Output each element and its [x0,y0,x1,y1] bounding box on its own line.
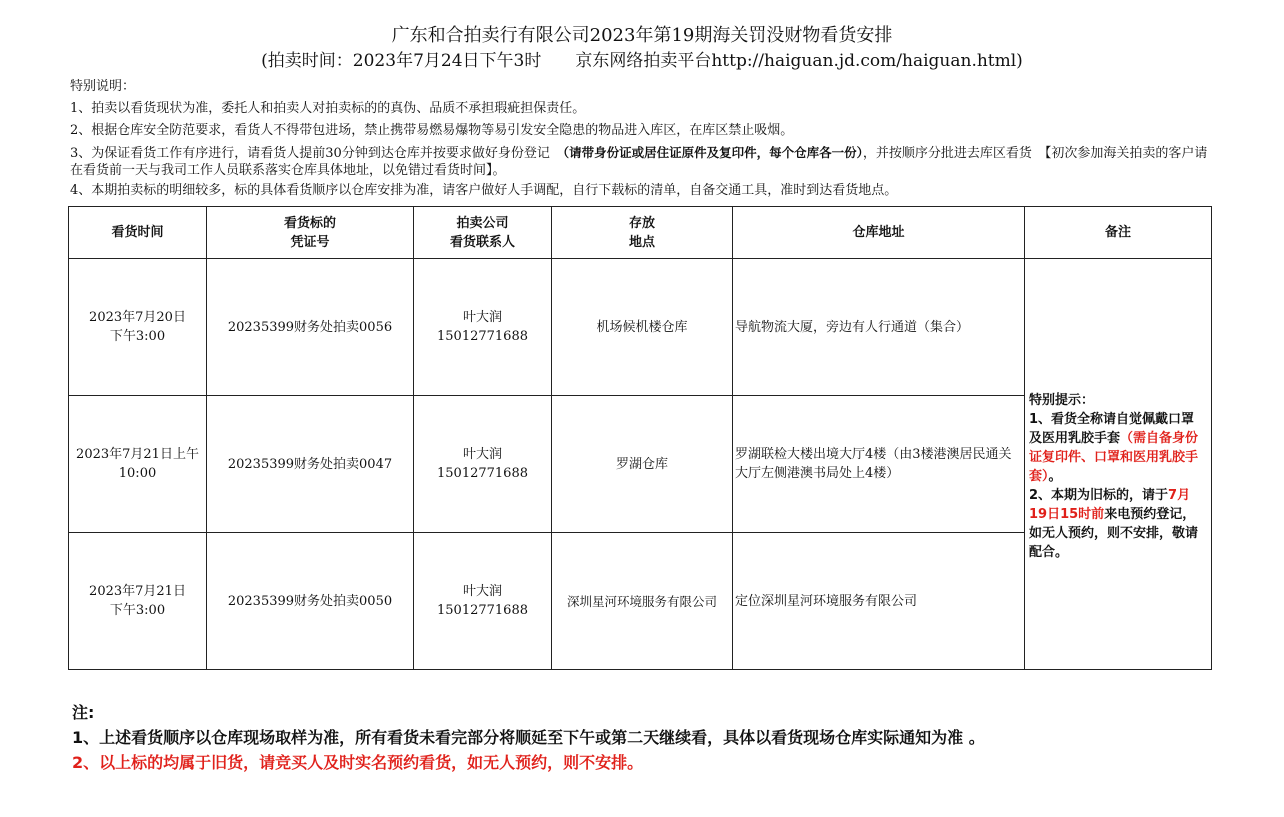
note-item-3 [70,144,1220,179]
remark-point-2-end: 来电预约登记，如无人预约，则不安排，敬请配合。 [1029,506,1199,560]
cell-voucher: 20235399财务处拍卖0050 [207,533,414,670]
viewing-schedule-table [68,206,1212,670]
cell-contact [414,396,552,533]
note-item-3-continued: ，并按顺序分批进去库区看货 【初次参加海关拍卖的客户请在看货前一天与我司工作人员联系落实仓库具体地址，以免错过看货时间】。 [70,146,1208,178]
cell-address: 定位深圳星河环境服务有限公司 [733,533,1025,670]
cell-address: 罗湖联检大楼出境大厅4楼（由3楼港澳居民通关大厅左侧港澳书局处上4楼） [733,396,1025,533]
header-contact-line1: 拍卖公司 [456,215,509,231]
cell-voucher: 20235399财务处拍卖0047 [207,396,414,533]
contact-name: 叶大润 [462,447,502,462]
remark-point-2-red: 7月19日15时前 [1029,487,1191,522]
header-remarks: 备注 [1025,207,1212,259]
cell-address: 导航物流大厦，旁边有人行通道（集合） [733,259,1025,396]
contact-name: 叶大润 [462,584,502,599]
header-voucher-line1: 看货标的 [283,215,336,231]
table-header-row [69,207,1212,259]
footer-notes [72,700,1252,775]
cell-voucher: 20235399财务处拍卖0056 [207,259,414,396]
cell-viewing-time [69,533,207,670]
time-line1: 2023年7月21日 [89,584,186,599]
note-item-2: 2、根据仓库安全防范要求，看货人不得带包进场，禁止携带易燃易爆物等易引发安全隐患的物品进入库区，在库区禁止吸烟。 [70,123,794,138]
remark-point-1-text: 1、看货全称请自觉佩戴口罩及医用乳胶手套 [1029,411,1195,446]
special-notes [70,77,1220,203]
time-line1: 2023年7月21日上午 [76,447,199,462]
header-place-line1: 存放 [628,215,655,231]
cell-viewing-time [69,396,207,533]
header-contact-line2: 看货联系人 [449,234,515,250]
time-line2: 下午3:00 [109,603,166,618]
note-item-3-text: 3、为保证看货工作有序进行，请看货人提前30分钟到达仓库并按要求做好身份登记 [70,146,563,161]
cell-contact [414,533,552,670]
header-warehouse-address: 仓库地址 [733,207,1025,259]
remark-point-2-text: 2、本期为旧标的，请于 [1029,487,1169,503]
notes-heading: 特别说明： [70,79,136,94]
remark-point-1-red: （需自备身份证复印件、口罩和医用乳胶手套） [1029,430,1199,484]
cell-remarks [1025,259,1212,670]
header-storage-place [552,207,733,259]
contact-phone: 15012771688 [437,466,528,481]
footer-heading: 注: [72,703,95,722]
cell-place: 机场候机楼仓库 [552,259,733,396]
header-voucher-line2: 凭证号 [290,234,330,250]
page-title: 广东和合拍卖行有限公司2023年第19期海关罚没财物看货安排 [391,25,893,46]
contact-phone: 15012771688 [437,329,528,344]
remark-point-1-end: 。 [1048,468,1062,484]
cell-place: 深圳星河环境服务有限公司 [552,533,733,670]
header-viewing-time: 看货时间 [69,207,207,259]
time-line2: 下午3:00 [109,329,166,344]
contact-name: 叶大润 [462,310,502,325]
auction-time-subtitle: (拍卖时间：2023年7月24日下午3时 京东网络拍卖平台http://haiguan.jd.com/haiguan.html) [261,51,1023,71]
contact-phone: 15012771688 [437,603,528,618]
cell-place: 罗湖仓库 [552,396,733,533]
remark-heading: 特别提示： [1029,392,1095,408]
header-voucher-number [207,207,414,259]
cell-contact [414,259,552,396]
note-item-3-emphasis: （请带身份证或居住证原件及复印件，每个仓库各一份） [562,145,863,160]
cell-viewing-time [69,259,207,396]
remark-point-1 [1029,410,1207,486]
footer-line-2: 2、以上标的均属于旧货，请竞买人及时实名预约看货，如无人预约，则不安排。 [72,753,644,772]
footer-line-1: 1、上述看货顺序以仓库现场取样为准，所有看货未看完部分将顺延至下午或第二天继续看，具体以看货现场仓库实际通知为准 。 [72,728,985,747]
note-item-1: 1、拍卖以看货现状为准，委托人和拍卖人对拍卖标的的真伪、品质不承担瑕疵担保责任。 [70,101,586,116]
table-row [69,259,1212,396]
time-line1: 2023年7月20日 [89,310,186,325]
note-item-4: 4、本期拍卖标的明细较多，标的具体看货顺序以仓库安排为准，请客户做好人手调配，自行下载标的清单，自备交通工具，准时到达看货地点。 [70,183,898,198]
time-line2: 10:00 [118,466,157,481]
header-place-line2: 地点 [628,234,655,250]
header-contact [414,207,552,259]
remark-point-2 [1029,486,1207,562]
